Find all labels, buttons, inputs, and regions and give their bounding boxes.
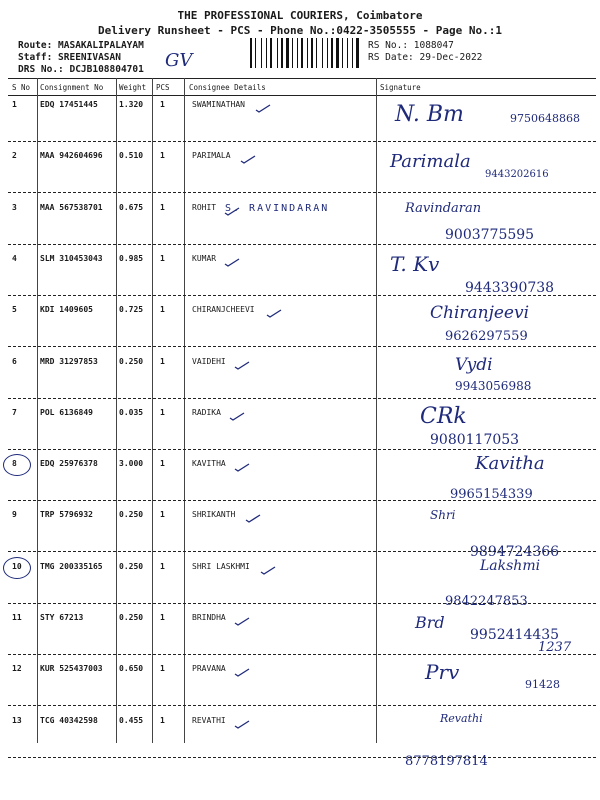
barcode bbox=[250, 38, 362, 68]
check-mark-icon bbox=[234, 611, 250, 620]
handwritten-phone: 9842247853 bbox=[445, 593, 528, 609]
consignment-number: EDQ 17451445 bbox=[40, 100, 98, 109]
pcs-cell: 1 bbox=[160, 253, 165, 263]
row-divider bbox=[8, 141, 596, 142]
table-row bbox=[0, 403, 600, 459]
handwritten-phone: 8778197814 bbox=[405, 753, 488, 769]
pcs-cell: 1 bbox=[160, 510, 165, 520]
table-row bbox=[0, 453, 600, 510]
table-row bbox=[0, 711, 600, 769]
row-divider bbox=[8, 192, 596, 193]
weight-cell: 0.985 bbox=[119, 253, 144, 263]
check-mark-icon bbox=[229, 406, 245, 415]
consignee-name: VAIDEHI bbox=[192, 356, 226, 366]
check-mark-icon bbox=[234, 662, 250, 671]
consignment-number: POL 6136849 bbox=[40, 407, 93, 417]
table-header-rule bbox=[8, 95, 596, 96]
weight-cell: 0.725 bbox=[119, 305, 144, 315]
table-row bbox=[0, 305, 600, 356]
consignee-name: KUMAR bbox=[192, 253, 217, 263]
handwritten-signature: Vydi bbox=[455, 354, 493, 375]
column-header-pcs: PCS bbox=[156, 83, 170, 92]
sno-cell: 1 bbox=[12, 100, 17, 109]
table-row bbox=[0, 660, 600, 715]
column-header-consignment: Consignment No bbox=[40, 83, 104, 92]
sno-cell: 2 bbox=[12, 151, 17, 161]
weight-cell: 0.510 bbox=[119, 151, 144, 161]
drs-number: DRS No.: DCJB108804701 bbox=[18, 64, 144, 75]
sno-cell: 4 bbox=[12, 253, 17, 263]
weight-cell: 0.650 bbox=[119, 664, 144, 674]
handwritten-phone: 9443202616 bbox=[485, 169, 549, 181]
row-divider bbox=[8, 603, 596, 604]
table-row bbox=[0, 151, 600, 202]
pcs-cell: 1 bbox=[160, 613, 165, 622]
rs-date: RS Date: 29-Dec-2022 bbox=[368, 52, 483, 63]
handwritten-phone: 9894724366 bbox=[470, 544, 560, 561]
sno-cell: 10 bbox=[12, 561, 22, 571]
handwritten-note: S. RAVINDARAN bbox=[225, 203, 330, 214]
row-divider bbox=[8, 449, 596, 450]
handwritten-signature: N. Bm bbox=[395, 102, 464, 127]
check-mark-icon bbox=[234, 457, 250, 466]
handwritten-phone: 9443390738 bbox=[465, 279, 555, 296]
handwritten-signature: Parimala bbox=[390, 151, 471, 173]
weight-cell: 0.035 bbox=[119, 407, 144, 417]
pcs-cell: 1 bbox=[160, 664, 165, 674]
consignment-number: MAA 567538701 bbox=[40, 202, 103, 212]
handwritten-signature: Ravindaran bbox=[405, 200, 482, 216]
sheet-title: Delivery Runsheet - PCS - Phone No.:0422-3505555 - Page No.:1 bbox=[98, 24, 502, 37]
consignment-number: TRP 5796932 bbox=[40, 510, 93, 520]
handwritten-phone: 9003775595 bbox=[445, 226, 535, 243]
column-header-sno: S No bbox=[12, 83, 31, 92]
sno-cell: 13 bbox=[12, 715, 22, 725]
sno-cell: 5 bbox=[12, 305, 17, 315]
sno-cell: 9 bbox=[12, 510, 17, 520]
handwritten-extra: 1237 bbox=[538, 640, 572, 655]
sno-cell: 3 bbox=[12, 202, 17, 212]
pcs-cell: 1 bbox=[160, 459, 165, 469]
weight-cell: 0.250 bbox=[119, 510, 144, 520]
row-divider bbox=[8, 705, 596, 706]
handwritten-phone: 9952414435 bbox=[470, 627, 560, 643]
sno-cell: 12 bbox=[12, 664, 22, 674]
handwritten-signature: Lakshmi bbox=[480, 557, 541, 574]
handwritten-signature: Brd bbox=[415, 613, 445, 632]
consignee-name: SHRIKANTH bbox=[192, 510, 236, 520]
consignee-name: REVATHI bbox=[192, 715, 226, 725]
weight-cell: 0.250 bbox=[119, 613, 144, 622]
column-header-signature: Signature bbox=[380, 83, 421, 92]
check-mark-icon bbox=[240, 149, 256, 158]
sno-cell: 6 bbox=[12, 356, 17, 366]
sno-cell: 7 bbox=[12, 407, 17, 417]
pcs-cell: 1 bbox=[160, 715, 165, 725]
handwritten-phone: 9750648868 bbox=[510, 112, 580, 125]
handwritten-phone: 9626297559 bbox=[445, 329, 528, 345]
route-label: Route: MASAKALIPALAYAM bbox=[18, 40, 144, 51]
consignment-number: SLM 310453043 bbox=[40, 253, 103, 263]
handwritten-signature: CRk bbox=[420, 403, 467, 429]
sno-cell: 11 bbox=[12, 613, 22, 622]
consignee-name: CHIRANJCHEEVI bbox=[192, 305, 255, 315]
row-divider bbox=[8, 500, 596, 501]
row-divider bbox=[8, 244, 596, 245]
consignee-name: PRAVANA bbox=[192, 664, 226, 674]
weight-cell: 1.320 bbox=[119, 100, 144, 109]
table-row bbox=[0, 354, 600, 408]
pcs-cell: 1 bbox=[160, 407, 165, 417]
row-divider bbox=[8, 398, 596, 399]
consignee-name: KAVITHA bbox=[192, 459, 226, 469]
check-mark-icon bbox=[255, 98, 271, 107]
circle-mark-icon bbox=[3, 557, 31, 579]
weight-cell: 0.250 bbox=[119, 561, 144, 571]
circle-mark-icon bbox=[3, 454, 31, 476]
pcs-cell: 1 bbox=[160, 151, 165, 161]
consignee-name: SHRI LASKHMI bbox=[192, 561, 250, 571]
check-mark-icon bbox=[260, 560, 276, 569]
handwritten-signature: Kavitha bbox=[475, 453, 545, 475]
pcs-cell: 1 bbox=[160, 202, 165, 212]
consignee-name: PARIMALA bbox=[192, 151, 231, 161]
consignment-number: TMG 200335165 bbox=[40, 561, 103, 571]
row-divider bbox=[8, 346, 596, 347]
handwritten-initials: GV bbox=[165, 50, 193, 71]
consignment-number: KUR 525437003 bbox=[40, 664, 103, 674]
rs-number: RS No.: 1088047 bbox=[368, 40, 454, 51]
consignment-number: EDQ 25976378 bbox=[40, 459, 98, 469]
handwritten-signature: Revathi bbox=[440, 711, 483, 725]
check-mark-icon bbox=[245, 508, 261, 517]
weight-cell: 0.675 bbox=[119, 202, 144, 212]
company-title: THE PROFESSIONAL COURIERS, Coimbatore bbox=[177, 9, 423, 22]
consignment-number: MAA 942604696 bbox=[40, 151, 103, 161]
handwritten-phone: 9965154339 bbox=[450, 487, 533, 503]
weight-cell: 0.455 bbox=[119, 715, 144, 725]
handwritten-signature: Shri bbox=[430, 508, 456, 523]
table-row bbox=[0, 557, 600, 613]
check-mark-icon bbox=[234, 714, 250, 723]
column-header-weight: Weight bbox=[119, 83, 147, 92]
handwritten-phone: 9943056988 bbox=[455, 378, 532, 393]
sno-cell: 8 bbox=[12, 459, 17, 469]
handwritten-signature: Prv bbox=[425, 660, 460, 685]
check-mark-icon bbox=[234, 355, 250, 364]
row-divider bbox=[8, 757, 596, 758]
handwritten-signature: Chiranjeevi bbox=[430, 303, 530, 324]
handwritten-phone: 91428 bbox=[525, 678, 560, 692]
column-header-consignee: Consignee Details bbox=[189, 83, 266, 92]
staff-label: Staff: SREENIVASAN bbox=[18, 52, 121, 63]
table-row bbox=[0, 510, 600, 561]
table-row bbox=[0, 613, 600, 664]
consignment-number: MRD 31297853 bbox=[40, 356, 98, 366]
handwritten-signature: T. Kv bbox=[390, 251, 440, 276]
check-mark-icon bbox=[224, 252, 240, 261]
consignee-name: RADIKA bbox=[192, 407, 221, 417]
row-divider bbox=[8, 551, 596, 552]
consignment-number: KDI 1409605 bbox=[40, 305, 93, 315]
consignee-name: BRINDHA bbox=[192, 613, 226, 622]
pcs-cell: 1 bbox=[160, 100, 165, 109]
weight-cell: 3.000 bbox=[119, 459, 144, 469]
weight-cell: 0.250 bbox=[119, 356, 144, 366]
check-mark-icon bbox=[266, 303, 282, 312]
handwritten-phone: 9080117053 bbox=[430, 431, 520, 448]
pcs-cell: 1 bbox=[160, 561, 165, 571]
consignee-name: SWAMINATHAN bbox=[192, 100, 245, 109]
consignee-name: ROHIT bbox=[192, 202, 217, 212]
table-row bbox=[0, 251, 600, 305]
table-row bbox=[0, 100, 600, 151]
consignment-number: TCG 40342598 bbox=[40, 715, 98, 725]
pcs-cell: 1 bbox=[160, 305, 165, 315]
row-divider bbox=[8, 654, 596, 655]
consignment-number: STY 67213 bbox=[40, 613, 84, 622]
table-top-rule bbox=[8, 78, 596, 79]
pcs-cell: 1 bbox=[160, 356, 165, 366]
row-divider bbox=[8, 295, 596, 296]
